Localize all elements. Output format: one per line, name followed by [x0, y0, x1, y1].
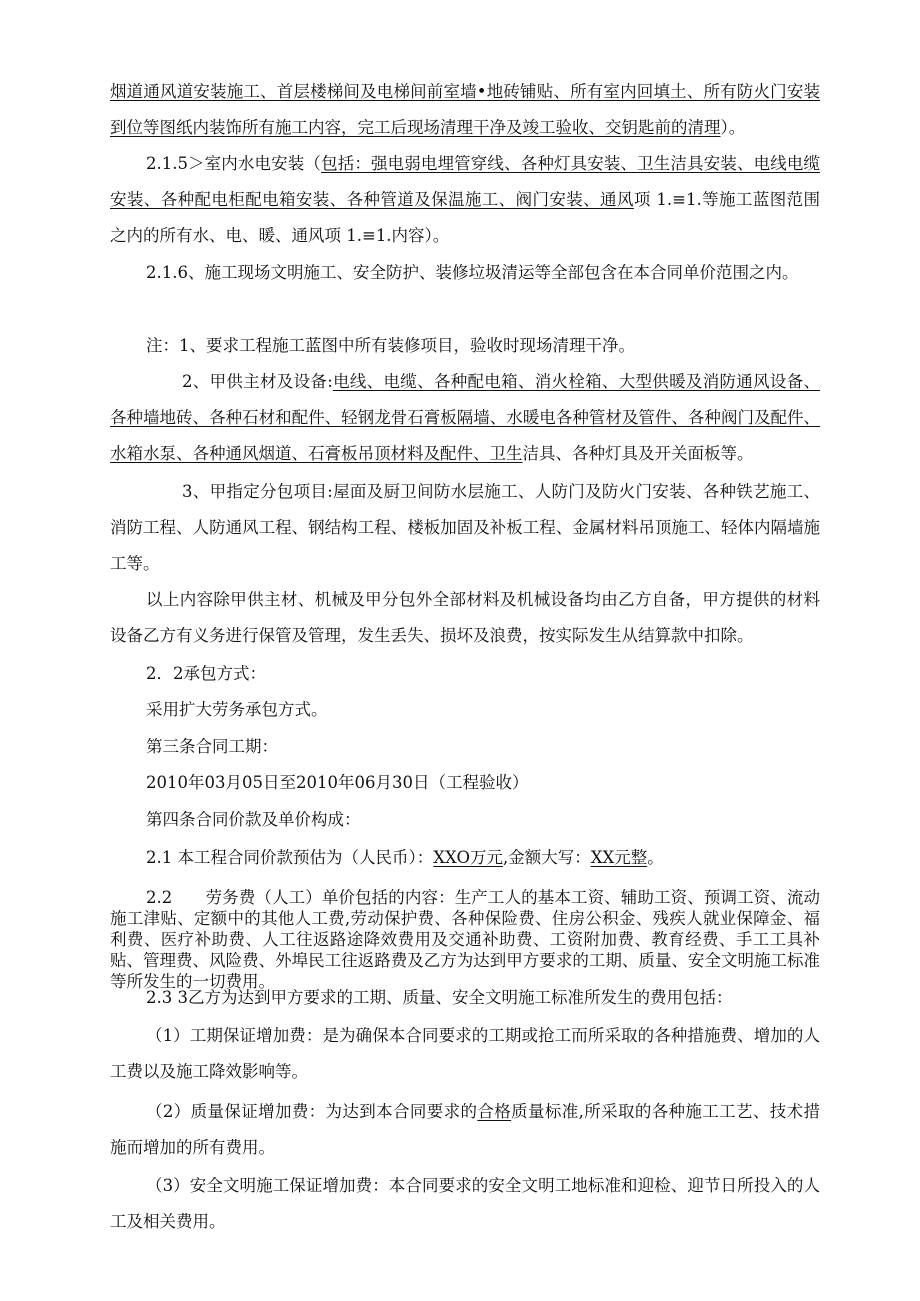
note-3: 3、甲指定分包项目:屋面及厨卫间防水层施工、人防门及防火门安装、各种铁艺施工、消防工程、人防通风工程、钢结构工程、楼板加固及补板工程、金属材料吊顶施工、轻体内隔墙施工等。	[110, 482, 820, 573]
underlined-text: 包括：强电弱电埋管穿线、各种灯具安装、卫生洁具安装、电线电缆安装、各种配电柜配电箱安装、各种管道及保温施工、阀门安装、通风	[110, 154, 821, 209]
item-3: （3）安全文明施工保证增加费：本合同要求的安全文明工地标准和迎检、迎节日所投入的人工及相关费用。	[110, 1176, 820, 1231]
plain-text: 。	[647, 848, 664, 867]
paragraph-materials: 以上内容除甲供主材、机械及甲分包外全部材料及机械设备均由乙方自备，甲方提供的材料设备乙方有义务进行保管及管理，发生丢失、损坏及浪费，按实际发生从结算款中扣除。	[110, 590, 820, 645]
plain-text: 2、甲供主材及设备:	[182, 372, 333, 391]
article-3-heading: 第三条合同工期：	[146, 737, 278, 756]
plain-text: 2.1.5＞室内水电安装（	[146, 154, 322, 173]
paragraph-2-1-6: 2.1.6、施工现场文明施工、安全防护、装修垃圾清运等全部包含在本合同单价范围之内。	[146, 263, 799, 282]
note-1: 注：1、要求工程施工蓝图中所有装修项目，验收时现场清理干净。	[146, 336, 635, 355]
price-amount-words: XX元整	[590, 848, 648, 867]
labor-cost-paragraph: 2.2 劳务费（人工）单价包括的内容：生产工人的基本工资、辅助工资、预调工资、流动施工津贴、定额中的其他人工费,劳动保护费、各种保险费、住房公积金、残疾人就业保障金、福利费、医疗补助费、人工往返路途降效费用及交通补助费、工资附加费、教育经费、手工工具补贴、管理费、风险费、外埠民工往返路费及乙方为达到甲方要求的工期、质量、安全文明施工标准等所发生的一切费用。	[110, 888, 820, 991]
section-2-2-body: 采用扩大劳务承包方式。	[146, 700, 328, 719]
underlined-text: 电线、电缆、各种配电箱、消火栓箱、大型供暖及消防通风设备、各种墙地砖、各种石材和配件、轻钢龙骨石膏板隔墙、水暖电各种管材及管件、各种阀门及配件、水箱水泵、各种通风烟道、石膏板吊顶材料及配件、卫生	[110, 372, 821, 463]
section-2-2-heading: 2．2承包方式：	[146, 664, 266, 683]
note-2	[110, 364, 820, 472]
plain-text: （2）质量保证增加费：为达到本合同要求的	[146, 1102, 478, 1121]
plain-text: 洁具、各种灯具及开关面板等。	[522, 444, 754, 463]
price-line	[110, 840, 820, 876]
item-2	[110, 1094, 820, 1166]
price-amount: XXO万元	[433, 848, 503, 867]
article-3-body: 2010年03月05日至2010年06月30日（工程验收）	[146, 773, 529, 792]
underlined-text: 合格	[477, 1102, 512, 1121]
plain-text: 质量标准,所采取的各种施工工艺、技术措施而增加的所有费用。	[110, 1102, 821, 1157]
plain-text: 项 1.≡1.等施工蓝图范围之内的所有水、电、暖、通风项 1.≡1.内容）。	[110, 190, 821, 245]
plain-text: ,金额大写：	[502, 848, 591, 867]
item-1: （1）工期保证增加费：是为确保本合同要求的工期或抢工而所采取的各种措施费、增加的人工费以及施工降效影响等。	[110, 1026, 820, 1081]
section-2-3-3-heading: 2.3 3乙方为达到甲方要求的工期、质量、安全文明施工标准所发生的费用包括：	[146, 988, 733, 1007]
article-4-heading: 第四条合同价款及单价构成：	[146, 810, 361, 829]
plain-text: 2.1 本工程合同价款预估为（人民币）：	[146, 848, 434, 867]
paragraph-decoration-scope	[110, 74, 820, 146]
paragraph-2-1-5	[110, 146, 820, 254]
underlined-text: 烟道通风道安装施工、首层楼梯间及电梯间前室墙•地砖铺贴、所有室内回填土、所有防火门安装到位等图纸内装饰所有施工内容，完工后现场清理干净及竣工验收、交钥匙前的清理	[110, 82, 820, 137]
plain-text: ）。	[720, 118, 746, 137]
